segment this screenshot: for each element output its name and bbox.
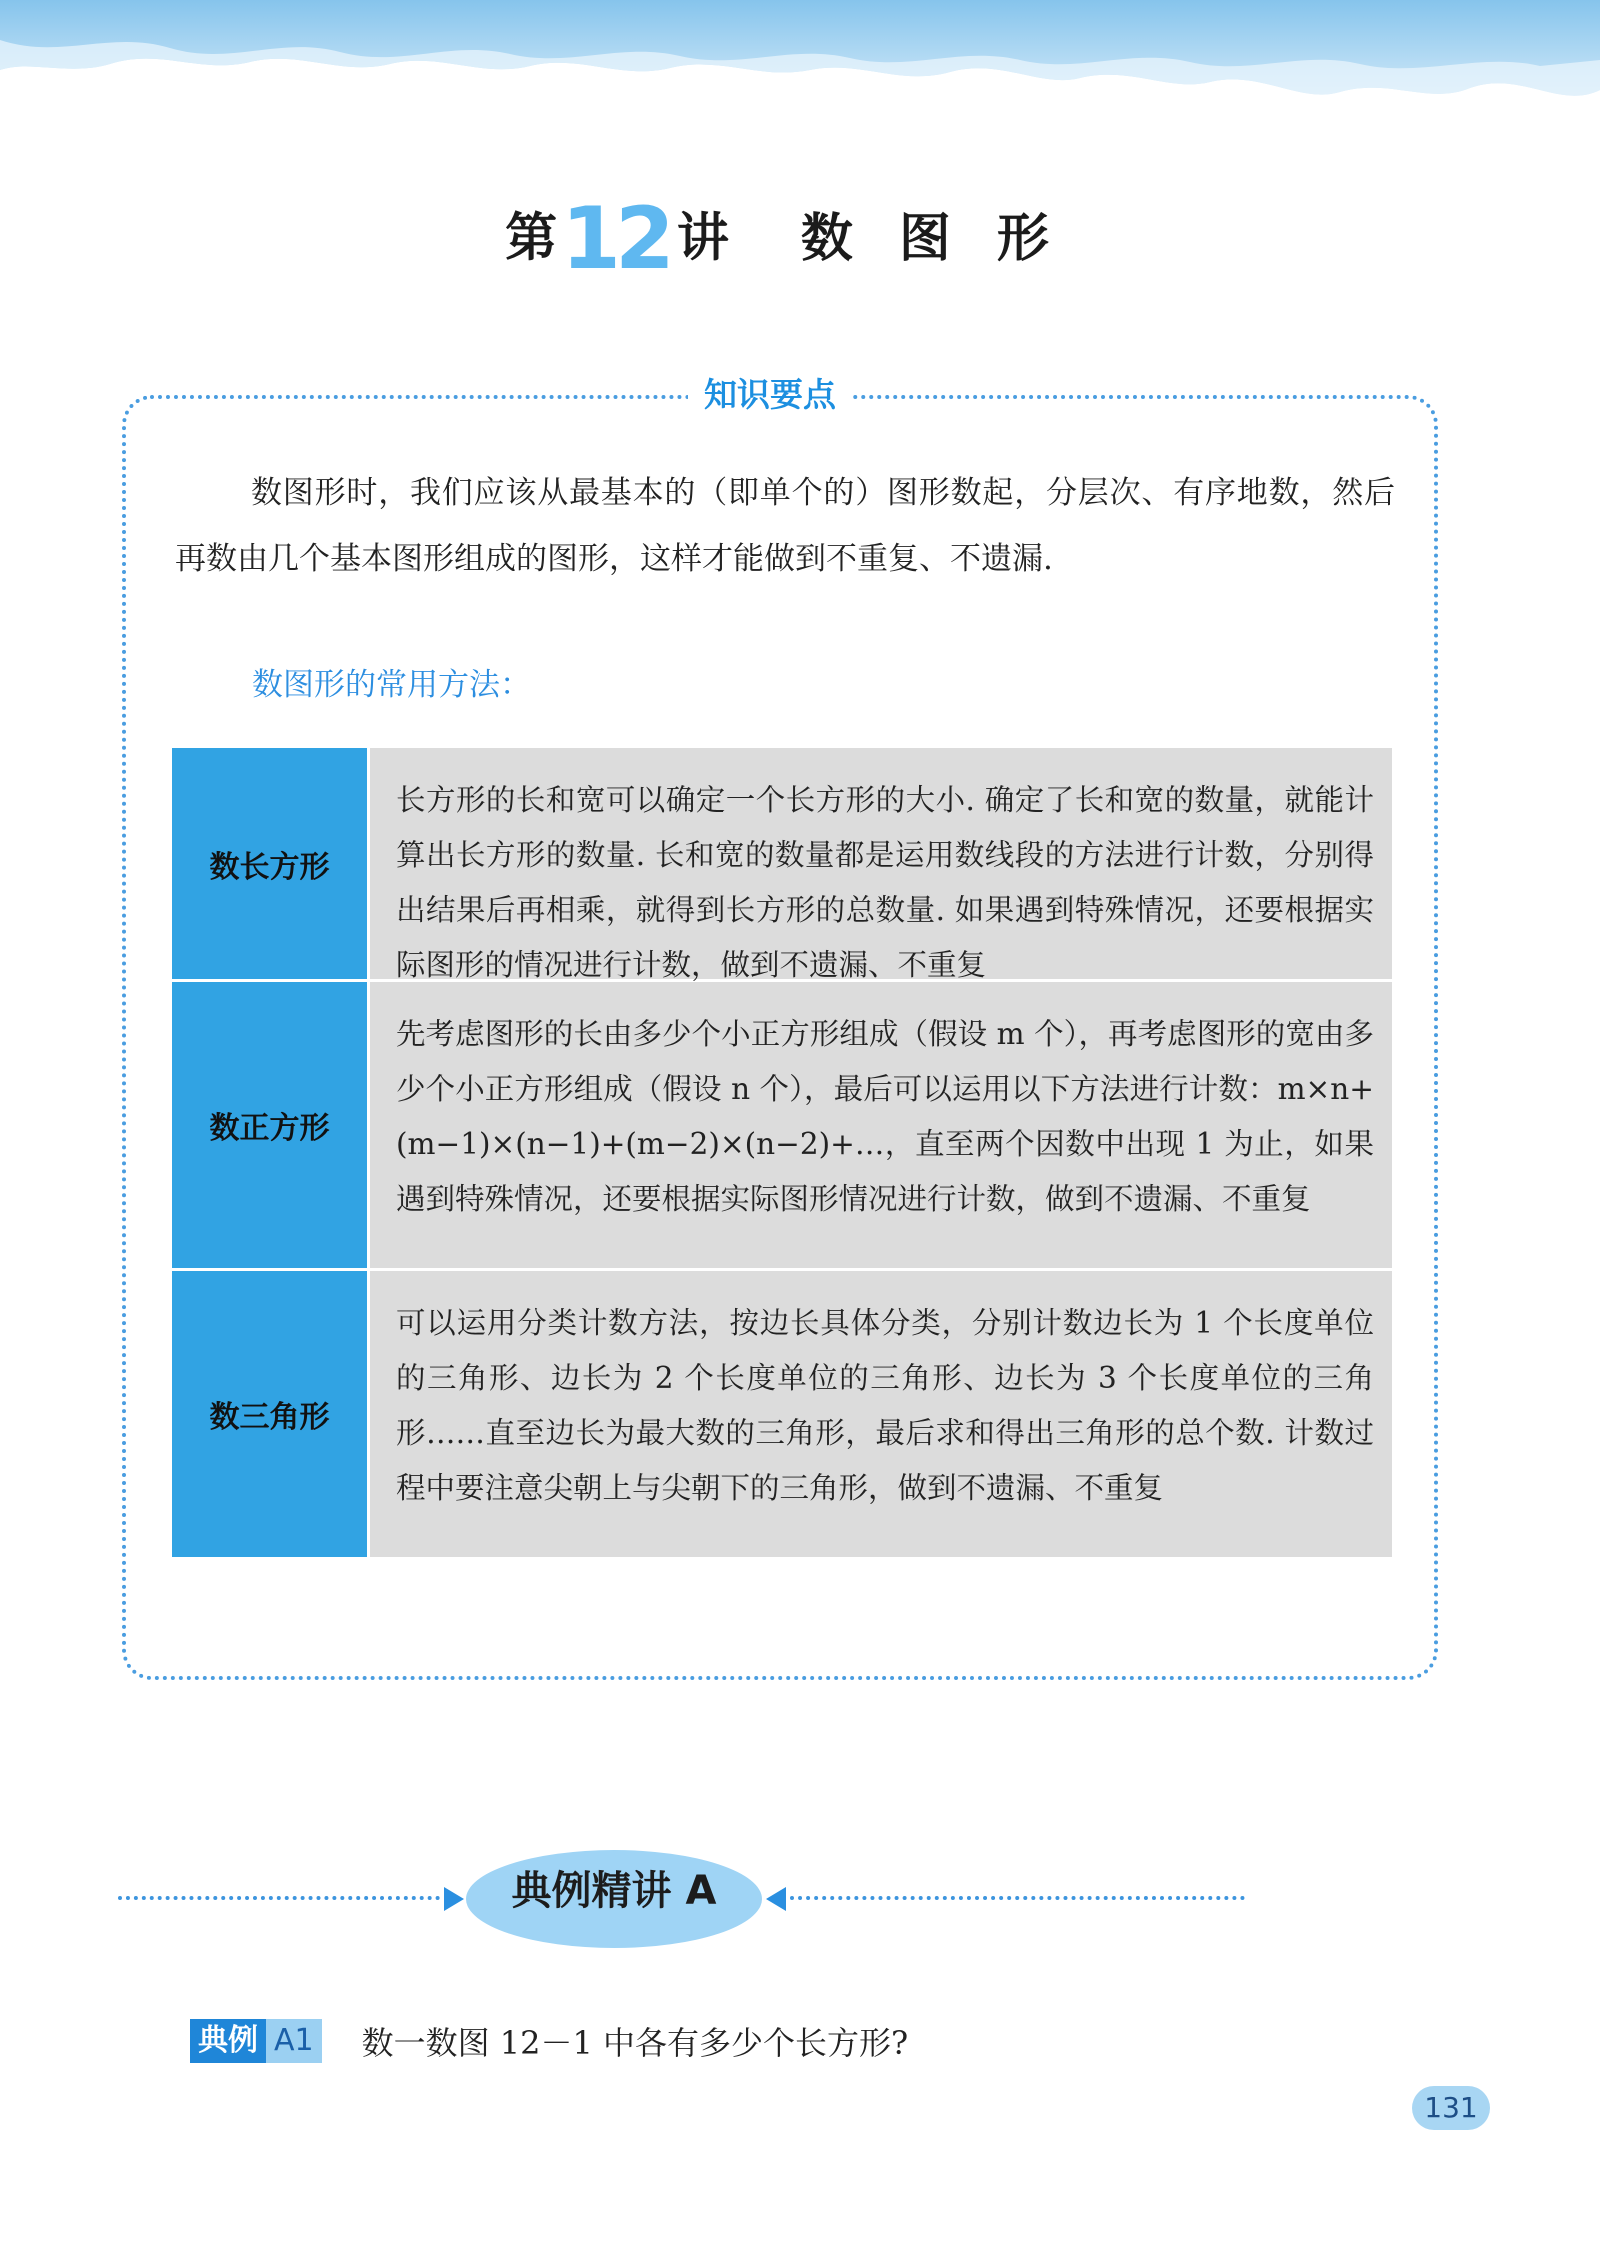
table-row (172, 982, 1392, 1271)
cloud-header-decoration (0, 0, 1600, 140)
chapter-title (0, 188, 1600, 289)
table-row (172, 748, 1392, 982)
dotted-line-right (790, 1896, 1245, 1900)
methods-table (172, 748, 1392, 1557)
knowledge-paragraph: 数图形时，我们应该从最基本的（即单个的）图形数起，分层次、有序地数，然后再数由几个基本图形组成的图形，这样才能做到不重复、不遗漏. (175, 475, 1395, 577)
title-suffix: 讲 (676, 207, 729, 269)
example-question-text: 数一数图 12－1 中各有多少个长方形? (361, 2024, 909, 2062)
example-badge-id: A1 (266, 2019, 322, 2063)
chapter-number: 12 (561, 188, 669, 289)
row-description: 长方形的长和宽可以确定一个长方形的大小. 确定了长和宽的数量，就能计算出长方形的数量. 长和宽的数量都是运用数线段的方法进行计数，分别得出结果后再相乘，就得到长方形的总数量. 如果遇到特殊情况，还要根据实际图形的情况进行计数，做到不遗漏、不重复 (367, 748, 1392, 979)
table-row (172, 1271, 1392, 1557)
example-question (190, 2016, 908, 2066)
row-label: 数三角形 (172, 1271, 367, 1557)
page-number: 131 (1412, 2086, 1490, 2130)
row-label: 数长方形 (172, 748, 367, 979)
arrow-left-icon (766, 1887, 786, 1911)
row-label: 数正方形 (172, 982, 367, 1268)
title-prefix: 第 (505, 207, 558, 269)
methods-heading: 数图形的常用方法： (252, 667, 531, 703)
knowledge-points-title: 知识要点 (688, 368, 852, 422)
section-banner (118, 1850, 1138, 1960)
chapter-topic: 数图形 (800, 207, 1095, 269)
arrow-right-icon (444, 1887, 464, 1911)
row-description: 先考虑图形的长由多少个小正方形组成（假设 m 个），再考虑图形的宽由多少个小正方形组成（假设 n 个），最后可以运用以下方法进行计数：m×n+(m−1)×(n−1)+(m−2)×(n−2)+…，直至两个因数中出现 1 为止，如果遇到特殊情况，还要根据实际图形情况进行计数，做到不遗漏、不重复 (367, 982, 1392, 1268)
section-banner-label: 典例精讲 A (511, 1868, 717, 1914)
dotted-line-left (118, 1896, 440, 1900)
example-badge: 典例 (190, 2019, 266, 2063)
row-description: 可以运用分类计数方法，按边长具体分类，分别计数边长为 1 个长度单位的三角形、边长为 2 个长度单位的三角形、边长为 3 个长度单位的三角形……直至边长为最大数的三角形，最后求和得出三角形的总个数. 计数过程中要注意尖朝上与尖朝下的三角形，做到不遗漏、不重复 (367, 1271, 1392, 1557)
